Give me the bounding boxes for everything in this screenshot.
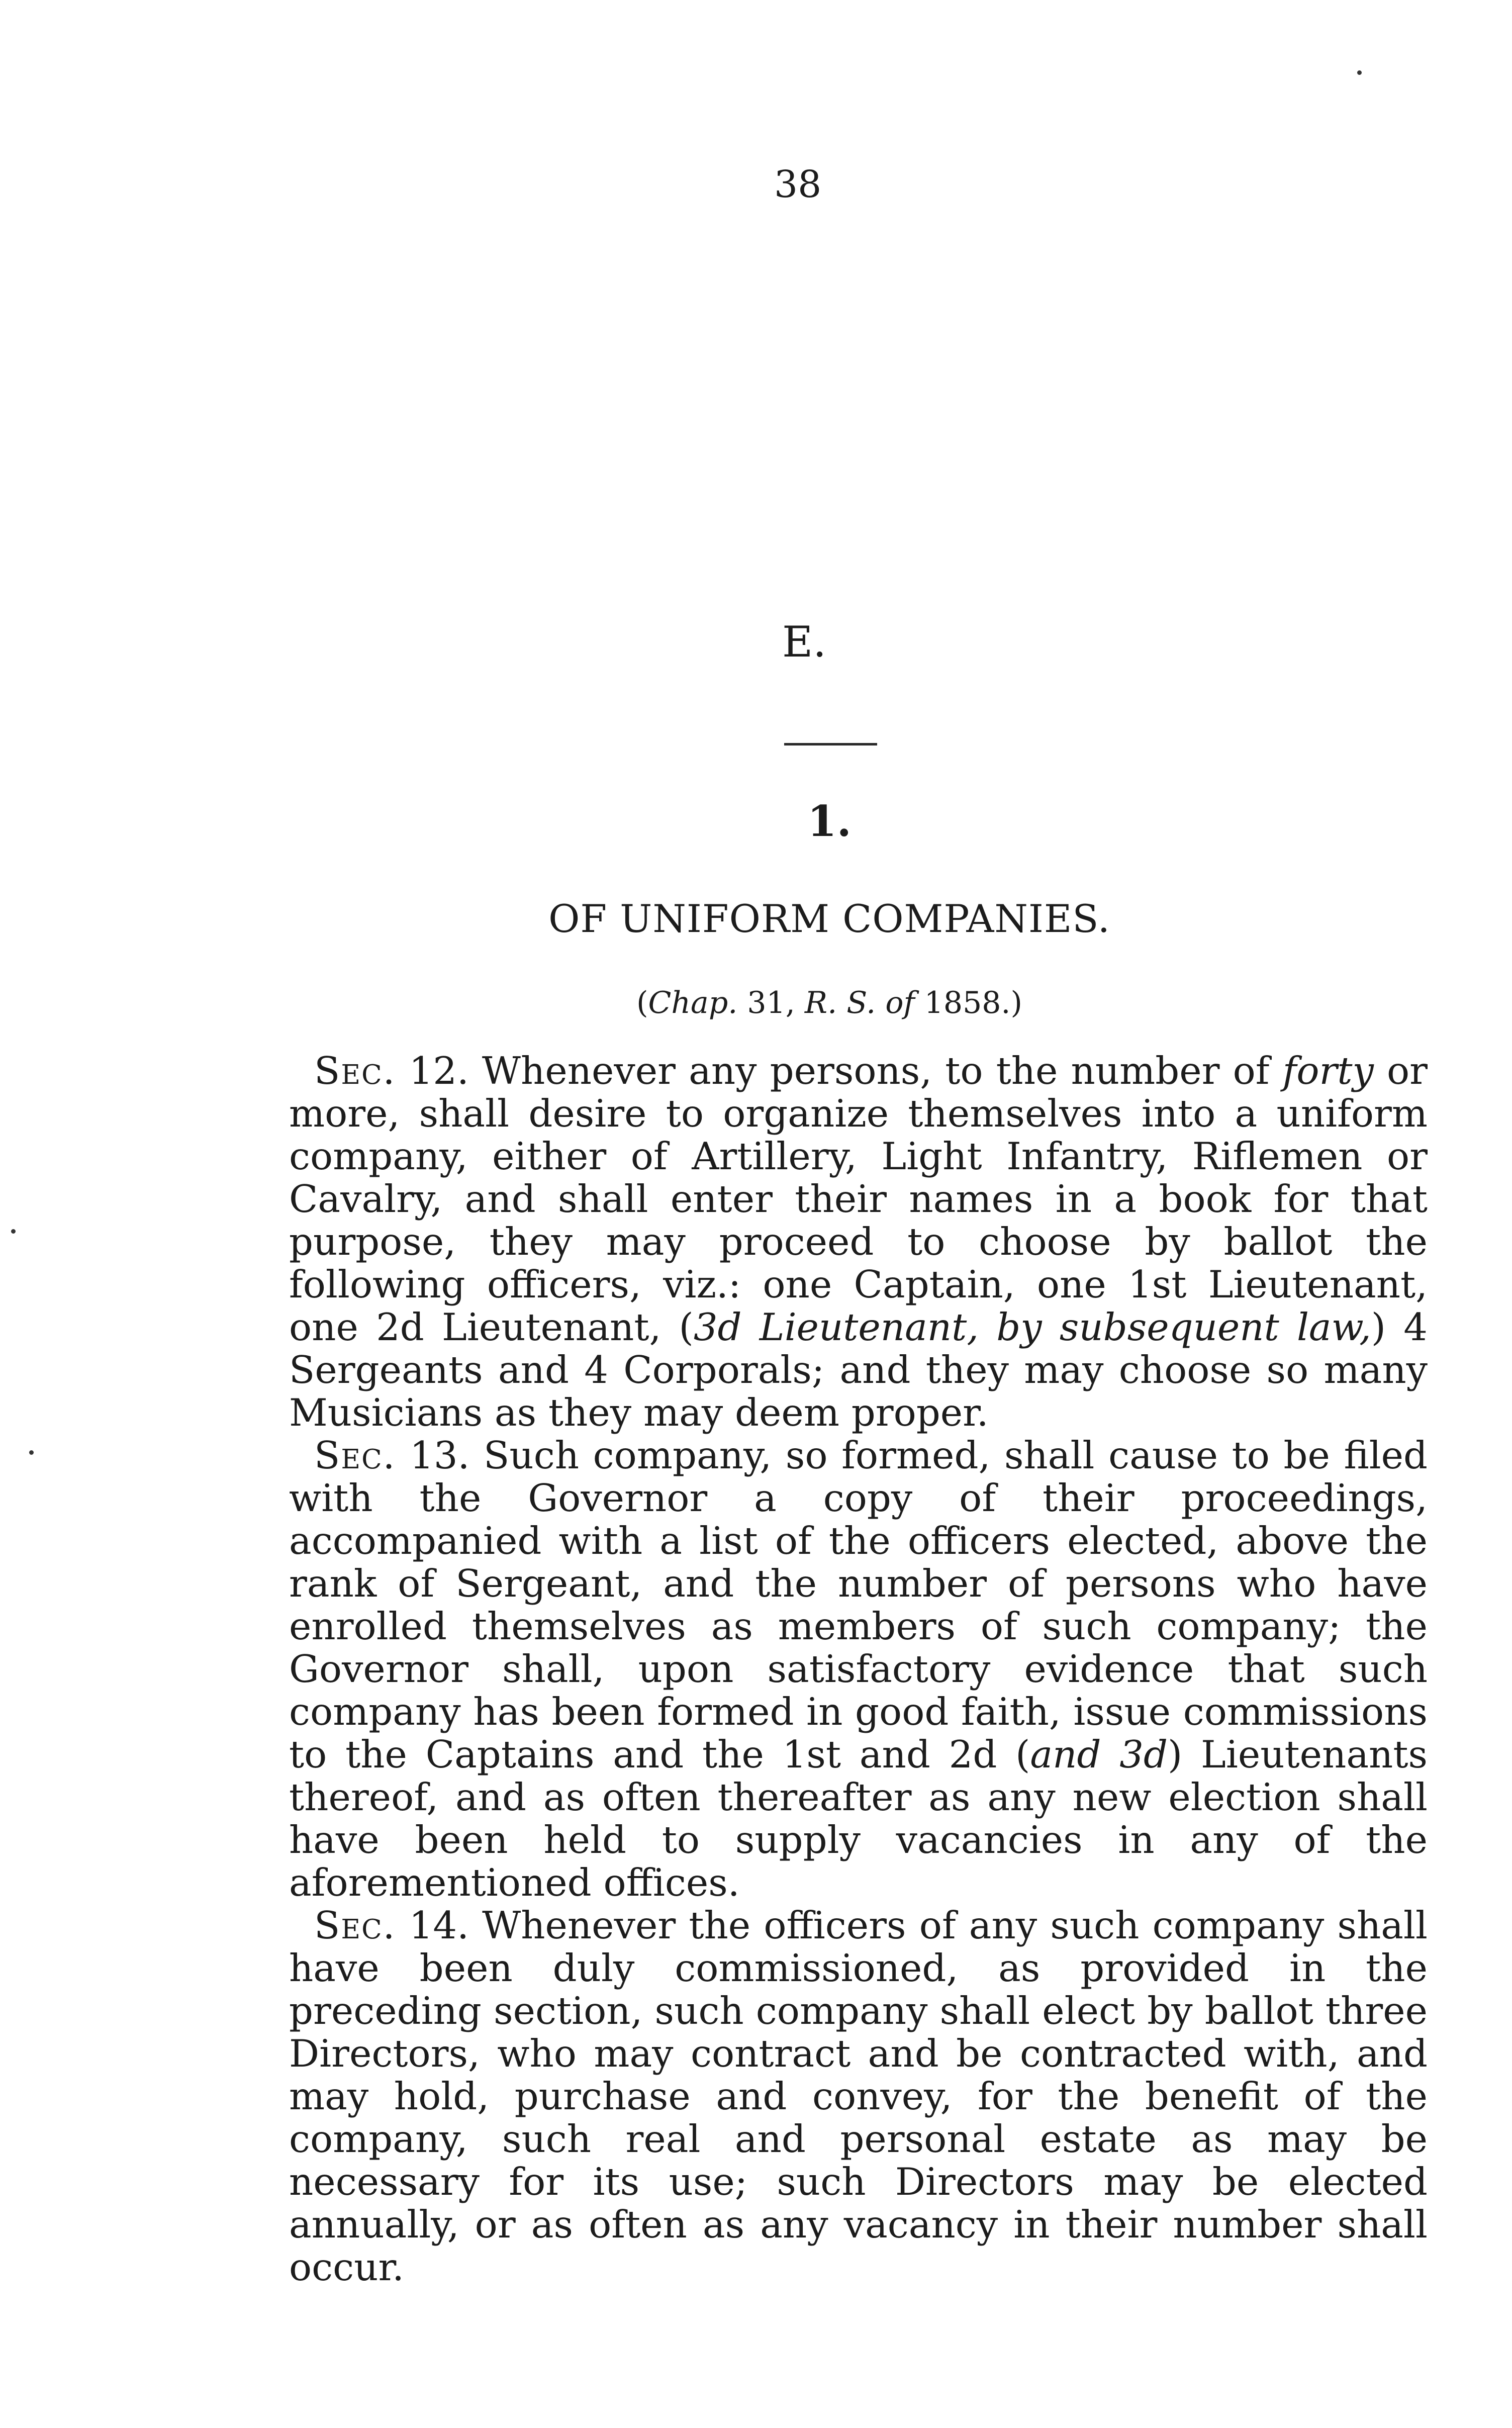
section-label: Sec. (314, 1903, 396, 1947)
section-label: Sec. (314, 1433, 396, 1477)
heading-rule (784, 743, 877, 745)
part-number: 1. (807, 796, 852, 846)
print-speck (11, 1229, 16, 1234)
page-number: 38 (774, 163, 822, 206)
citation-chap-number: 31, (737, 985, 805, 1020)
citation-chap-label: Chap. (648, 985, 738, 1020)
appendix-letter-heading: E. (782, 617, 827, 667)
citation-rs-label: R. S. of (804, 985, 915, 1020)
print-speck (29, 1450, 34, 1455)
print-speck (1357, 70, 1362, 75)
section-title: OF UNIFORM COMPANIES. (548, 896, 1110, 941)
section-14-paragraph: Sec. 14. Whenever the officers of any such company shall have been duly commissioned, as provided in the preceding section, such company shall elect by ballot three Directors, who may contract and be contracted with, and may hold, purchase and convey, for the benefit of the company, such real and personal estate as may be necessary for its use; such Directors may be elected annually, or as often as any vacancy in their number shall occur. (289, 1903, 1428, 2289)
statute-body (289, 1050, 1428, 2289)
section-12-paragraph: Sec. 12. Whenever any persons, to the number of forty or more, shall desire to organize themselves into a uniform company, either of Artillery, Light Infantry, Riflemen or Cavalry, and shall enter their names in a book for that purpose, they may proceed to choose by ballot the following officers, viz.: one Captain, one 1st Lieutenant, one 2d Lieutenant, (3d Lieutenant, by subsequent law,) 4 Sergeants and 4 Corporals; and they may choose so many Musicians as they may deem proper. (289, 1049, 1428, 1435)
section-13-paragraph: Sec. 13. Such company, so formed, shall cause to be filed with the Governor a copy of their proceedings, accompanied with a list of the officers elected, above the rank of Sergeant, and the number of persons who have enrolled themselves as members of such company; the Governor shall, upon satisfactory evidence that such company has been formed in good faith, issue commissions to the Captains and the 1st and 2d (and 3d) Lieutenants thereof, and as often thereafter as any new election shall have been held to supply vacancies in any of the aforementioned offices. (289, 1433, 1428, 1905)
citation-year: 1858.) (914, 985, 1022, 1020)
statute-citation: (Chap. 31, R. S. of 1858.) (636, 985, 1022, 1020)
section-label: Sec. (314, 1049, 396, 1093)
